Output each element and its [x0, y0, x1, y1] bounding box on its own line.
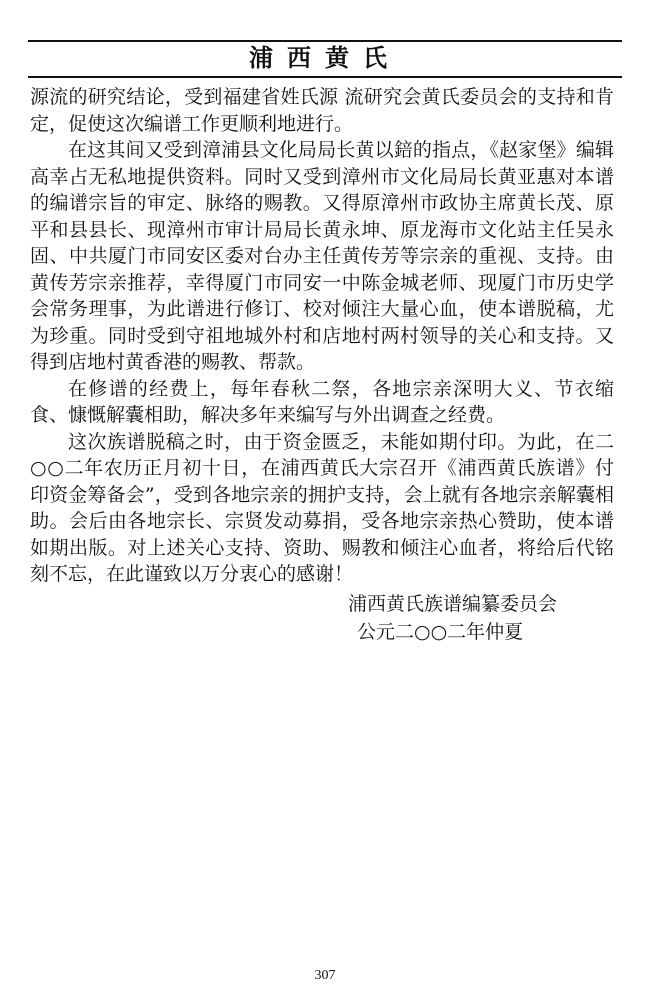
- paragraph-acknowledgements: 在这其间又受到漳浦县文化局局长黄以錇的指点，《赵家堡》编辑高幸占无私地提供资料。同时又受到漳州市文化局局长黄亚惠对本谱的编谱宗旨的审定、脉络的赐教。又得原漳州市政协主席黄长茂、原平和县县长、现漳州市审计局局长黄永坤、原龙海市文化站主任吴永固、中共厦门市同安区委对台办主任黄传芳等宗亲的重视、支持。由黄传芳宗亲推荐，幸得厦门市同安一中陈金城老师、现厦门市历史学会常务理事，为此谱进行修订、校对倾注大量心血，使本谱脱稿，尤为珍重。同时受到守祖地城外村和店地村两村领导的关心和支持。又得到店地村黄香港的赐教、帮款。: [30, 139, 614, 373]
- body-text: [30, 84, 614, 588]
- header-title: 浦西黄氏: [249, 44, 401, 72]
- signature-organization: 浦西黄氏族谱编纂委员会: [348, 593, 558, 615]
- paragraph-publication: 这次族谱脱稿之时，由于资金匮乏，未能如期付印。为此，在二○○二年农历正月初十日，在浦西黄氏大宗召开《浦西黄氏族谱》付印资金筹备会”，受到各地宗亲的拥护支持，会上就有各地宗亲解囊相助。会后由各地宗长、宗贤发动募捐，受各地宗亲热心赞助，使本谱如期出版。对上述关心支持、资助、赐教和倾注心血者，将给后代铭刻不忘，在此谨致以万分衷心的感谢！: [30, 430, 614, 585]
- paragraph-funding: 在修谱的经费上，每年春秋二祭，各地宗亲深明大义、节衣缩食、慷慨解囊相助，解决多年来编写与外出调查之经费。: [30, 377, 614, 426]
- paragraph-continued: 源流的研究结论，受到福建省姓氏源 流研究会黄氏委员会的支持和肯定，促使这次编谱工作更顺利地进行。: [30, 86, 614, 135]
- signature-date: 公元二○○二年仲夏: [357, 621, 524, 643]
- signature-block: [0, 590, 650, 646]
- page-number: 307: [314, 968, 336, 983]
- running-header: [28, 40, 622, 78]
